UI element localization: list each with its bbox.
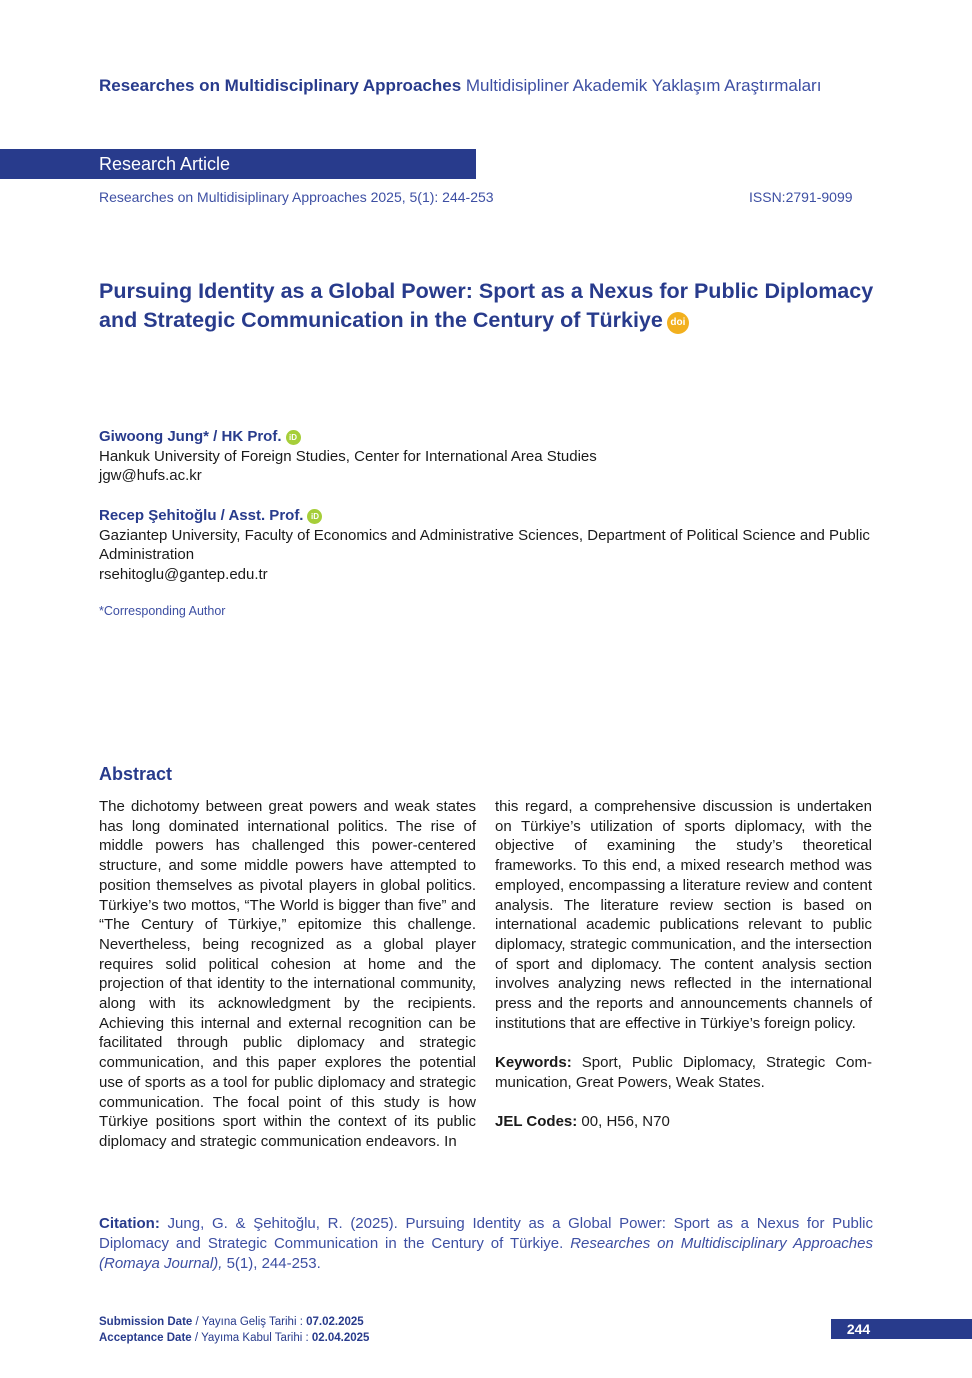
abstract-text-right: this regard, a comprehensive discussion is undertaken on Türkiye’s utilization of sports diplomacy, with the objective of examining the study’s theoretical frameworks. To this end, a mixed research method was employed, encompassing a literature review and content analysis. The literature review section is based on international academic publications relevant to public diplomacy, strategic communication, and the intersection of sport and diplomacy. The content analysis section involves analyzing news reflected in the international press and the reports and announcements channels of institutions that are effective in Türkiye’s foreign policy. (495, 798, 872, 1032)
page-number-tab (831, 1319, 972, 1339)
acceptance-date (99, 1330, 369, 1346)
acceptance-value: 02.04.2025 (311, 1332, 370, 1344)
orcid-icon[interactable]: iD (307, 509, 322, 524)
article-type-label: Research Article (99, 154, 231, 174)
citation-label: Citation: (99, 1215, 160, 1232)
keywords (495, 1053, 872, 1092)
author-email[interactable]: jgw@hufs.ac.kr (99, 467, 202, 484)
jel-label: JEL Codes: (495, 1113, 578, 1131)
abstract-column-right (495, 797, 872, 1132)
doi-icon[interactable]: doi (667, 312, 689, 334)
issn: ISSN:2791-9099 (749, 189, 853, 205)
article-title-text: Pursuing Identity as a Global Power: Sport as a Nexus for Public Diplomacy and Strategic Communication in the Century of Türkiye (99, 279, 874, 332)
citation-text: Jung, G. & Şehitoğlu, R. (2025). Pursuing Identity as a Global Power: Sport as a Nexus for Public Diplomacy and Strategic Communication in the Century of Türkiye. (99, 1215, 873, 1252)
article-type-bar (0, 149, 476, 179)
abstract-heading: Abstract (99, 764, 173, 784)
submission-tr: / Yayına Geliş Tarihi : (195, 1316, 303, 1328)
keywords-text: Sport, Public Diplomacy, Strategic Communication, Great Powers, Weak States. (495, 1054, 873, 1091)
author-affiliation: Gaziantep University, Faculty of Economics and Administrative Sciences, Department of Political Science and Public Administration (99, 526, 870, 563)
author-name: Giwoong Jung* / HK Prof. (99, 428, 282, 445)
abstract-text-left: The dichotomy between great powers and weak states has long dominated international politics. The rise of middle powers has challenged this power-centered structure, and some middle powers have attempted to position themselves as pivotal players in global politics. Türkiye’s two mottos, “The World is bigger than five” and “The Century of Türkiye,” epitomize this challenge. Nevertheless, being recognized as a global player requires solid political cohesion at home and the projection of that identity to the international community, along with its acknowledgment by the recipients. Achieving this internal and external recognition can be facilitated through public diplomacy and strategic communication, and this paper explores the potential use of sports as a tool for public diplomacy and strategic communication. The focal point of this study is how Türkiye positions sport within the context of its public diplomacy and strategic communication endeavors. In (99, 798, 476, 1150)
author-affiliation: Hankuk University of Foreign Studies, Center for International Area Studies (99, 447, 597, 465)
dates (99, 1314, 369, 1346)
submission-date (99, 1314, 369, 1330)
author-block (99, 506, 879, 584)
citation-volume: 5(1), 244-253. (226, 1255, 321, 1272)
citation-journal: Researches on Multidisciplinary Approaches (Romaya Journal), (99, 1235, 873, 1272)
author-name: Recep Şehitoğlu / Asst. Prof. (99, 507, 304, 524)
keywords-label: Keywords: (495, 1054, 572, 1072)
jel-text: 00, H56, N70 (581, 1113, 670, 1131)
article-title (99, 277, 879, 335)
submission-value: 07.02.2025 (306, 1316, 364, 1328)
journal-reference: Researches on Multidisiplinary Approaches 2025, 5(1): 244-253 (99, 189, 494, 205)
citation (99, 1214, 873, 1274)
acceptance-label: Acceptance Date (99, 1332, 192, 1344)
author-block (99, 427, 879, 486)
acceptance-tr: / Yayıma Kabul Tarihi : (194, 1332, 309, 1344)
abstract-column-left (99, 797, 476, 1152)
submission-label: Submission Date (99, 1316, 193, 1328)
journal-name-en: Researches on Multidisciplinary Approaches (99, 76, 462, 95)
corresponding-author-note: *Corresponding Author (99, 604, 226, 618)
journal-name-tr: Multidisipliner Akademik Yaklaşım Araştırmaları (465, 76, 822, 95)
orcid-icon[interactable]: iD (286, 430, 301, 445)
page-number: 244 (846, 1321, 871, 1337)
journal-header (99, 76, 821, 96)
author-email[interactable]: rsehitoglu@gantep.edu.tr (99, 565, 268, 583)
jel-codes (495, 1112, 872, 1132)
